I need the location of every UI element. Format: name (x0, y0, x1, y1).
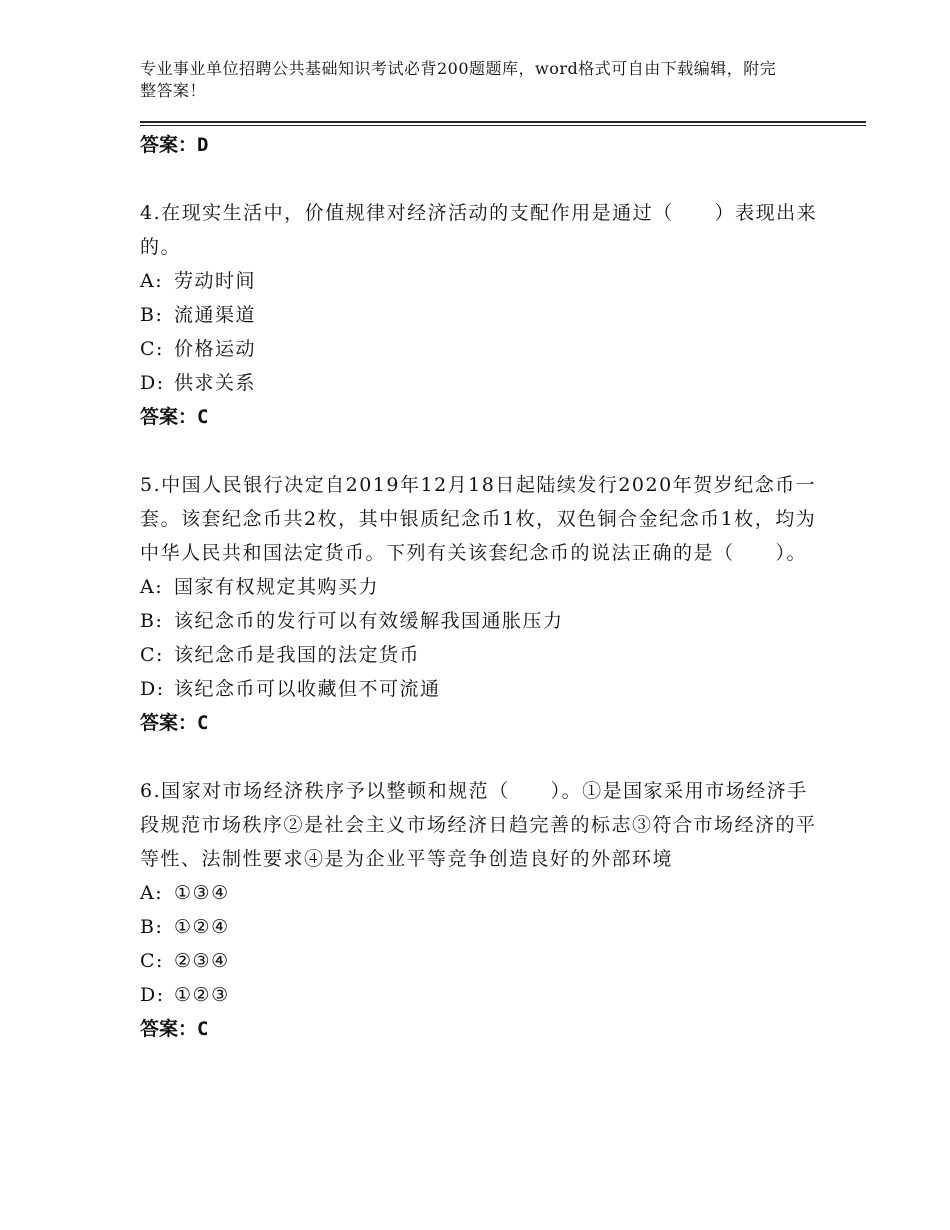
option-key: D: (140, 984, 165, 1006)
option-a (140, 876, 820, 910)
answer-prefix: 答案： (140, 712, 198, 734)
header-rule-thin (140, 125, 866, 126)
option-d (140, 978, 820, 1012)
previous-answer (140, 128, 820, 162)
option-text: ②③④ (174, 950, 230, 972)
option-key: A: (140, 576, 164, 598)
option-d (140, 672, 820, 706)
option-text: ①③④ (174, 882, 230, 904)
option-key: B: (140, 610, 164, 632)
option-c (140, 638, 820, 672)
option-b (140, 298, 820, 332)
option-c (140, 944, 820, 978)
option-key: B: (140, 304, 164, 326)
question-answer (140, 1012, 820, 1046)
option-text: ①②③ (174, 984, 230, 1006)
option-b (140, 604, 820, 638)
option-a (140, 264, 820, 298)
page-header: 专业事业单位招聘公共基础知识考试必背200题题库，word格式可自由下载编辑，附完整答案！ (140, 59, 777, 100)
option-key: C: (140, 950, 164, 972)
option-key: A: (140, 270, 164, 292)
option-d (140, 366, 820, 400)
answer-prefix: 答案： (140, 134, 198, 156)
option-key: D: (140, 678, 165, 700)
option-a (140, 570, 820, 604)
option-text: 该纪念币可以收藏但不可流通 (174, 678, 441, 700)
question-stem: 5.中国人民银行决定自2019年12月18日起陆续发行2020年贺岁纪念币一套。该套纪念币共2枚，其中银质纪念币1枚，双色铜合金纪念币1枚，均为中华人民共和国法定货币。下列有关该套纪念币的说法正确的是（ ）。 (140, 474, 817, 564)
option-key: A: (140, 882, 164, 904)
question-answer (140, 706, 820, 740)
option-text: 价格运动 (174, 338, 257, 360)
question-4 (140, 196, 820, 434)
option-text: ①②④ (174, 916, 230, 938)
header-rule-thick (140, 121, 866, 123)
document-content (140, 128, 820, 1046)
answer-prefix: 答案： (140, 1018, 198, 1040)
question-answer (140, 400, 820, 434)
option-text: 流通渠道 (174, 304, 257, 326)
answer-value: D (197, 134, 209, 156)
option-key: C: (140, 338, 164, 360)
option-c (140, 332, 820, 366)
option-text: 该纪念币的发行可以有效缓解我国通胀压力 (174, 610, 564, 632)
option-text: 供求关系 (174, 372, 257, 394)
answer-value: C (197, 712, 209, 734)
question-5 (140, 468, 820, 740)
option-text: 国家有权规定其购买力 (174, 576, 380, 598)
option-key: C: (140, 644, 164, 666)
answer-value: C (197, 406, 209, 428)
question-stem: 6.国家对市场经济秩序予以整顿和规范（ ）。①是国家采用市场经济手段规范市场秩序②是社会主义市场经济日趋完善的标志③符合市场经济的平等性、法制性要求④是为企业平等竞争创造良好的外部环境 (140, 780, 817, 870)
question-stem: 4.在现实生活中，价值规律对经济活动的支配作用是通过（ ）表现出来的。 (140, 202, 818, 258)
option-b (140, 910, 820, 944)
option-text: 该纪念币是我国的法定货币 (174, 644, 421, 666)
option-key: D: (140, 372, 165, 394)
answer-prefix: 答案： (140, 406, 198, 428)
option-text: 劳动时间 (174, 270, 257, 292)
option-key: B: (140, 916, 164, 938)
answer-value: C (197, 1018, 209, 1040)
question-6 (140, 774, 820, 1046)
